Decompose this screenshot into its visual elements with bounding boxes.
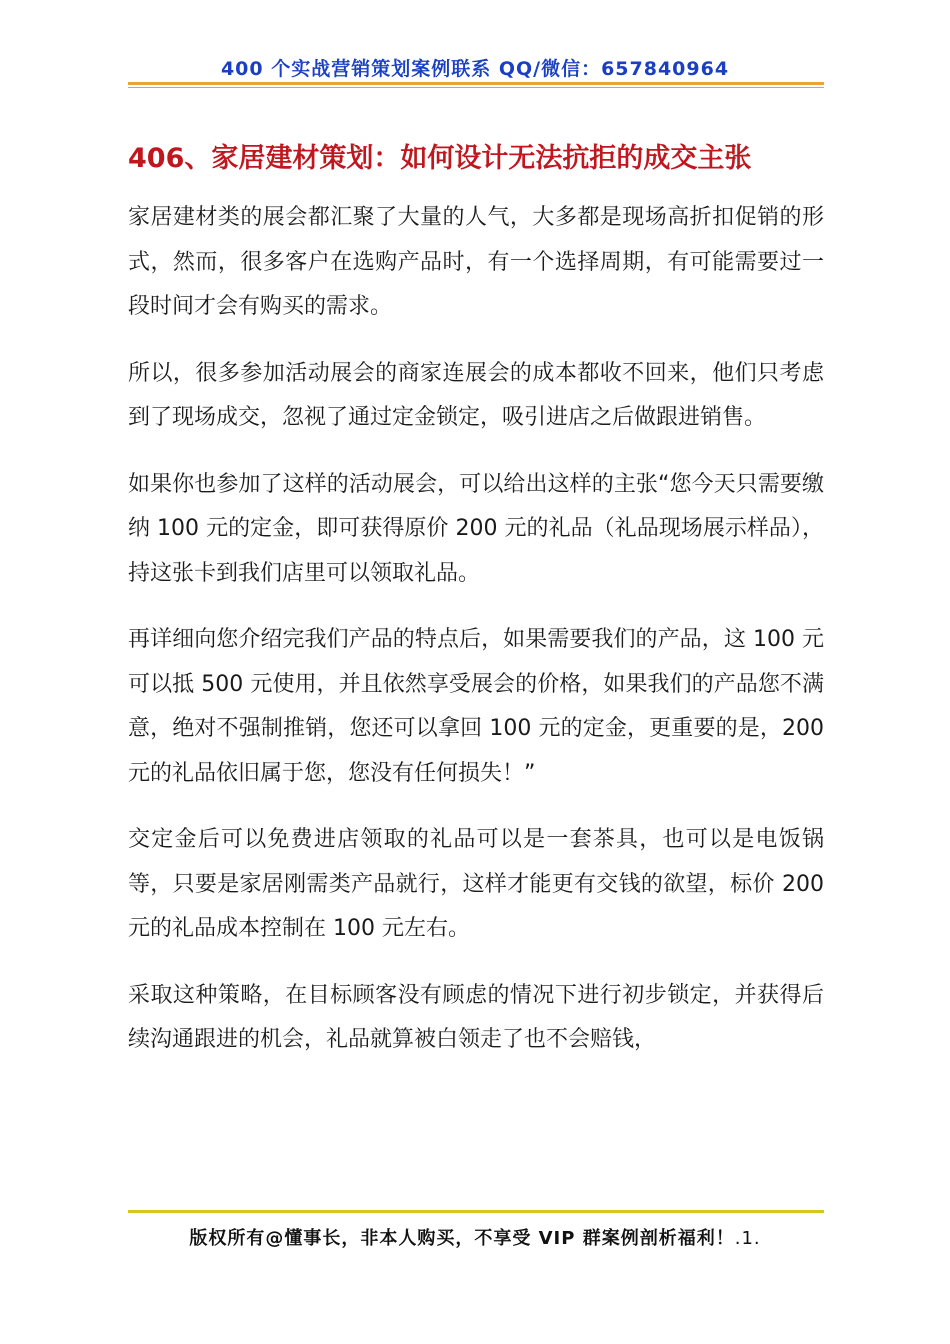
footer-divider — [128, 1210, 824, 1213]
paragraph-4: 再详细向您介绍完我们产品的特点后，如果需要我们的产品，这 100 元可以抵 500 元使用，并且依然享受展会的价格，如果我们的产品您不满意，绝对不强制推销，您还可以拿回 100 元的定金，更重要的是，200 元的礼品依旧属于您，您没有任何损失！” — [128, 627, 824, 786]
paragraph-6: 采取这种策略，在目标顾客没有顾虑的情况下进行初步锁定，并获得后续沟通跟进的机会，礼品就算被白领走了也不会赔钱， — [128, 982, 824, 1052]
header-contact-text: 400 个实战营销策划案例联系 QQ/微信：657840964 — [220, 58, 730, 80]
header-divider — [128, 82, 824, 85]
page-number: .1. — [734, 1228, 761, 1249]
paragraph-1: 家居建材类的展会都汇聚了大量的人气，大多都是现场高折扣促销的形式，然而，很多客户在选购产品时，有一个选择周期，有可能需要过一段时间才会有购买的需求。 — [128, 205, 824, 319]
paragraph-3: 如果你也参加了这样的活动展会，可以给出这样的主张“您今天只需要缴纳 100 元的定金，即可获得原价 200 元的礼品（礼品现场展示样品），持这张卡到我们店里可以领取礼品。 — [128, 471, 824, 586]
header-divider-thin — [128, 87, 824, 88]
document-body — [128, 196, 824, 1085]
footer — [0, 1224, 950, 1250]
paragraph-2: 所以，很多参加活动展会的商家连展会的成本都收不回来，他们只考虑到了现场成交，忽视了通过定金锁定，吸引进店之后做跟进销售。 — [128, 360, 824, 430]
document-title: 406、家居建材策划：如何设计无法抗拒的成交主张 — [128, 143, 752, 174]
paragraph-5: 交定金后可以免费进店领取的礼品可以是一套茶具，也可以是电饭锅等，只要是家居刚需类产品就行，这样才能更有交钱的欲望，标价 200 元的礼品成本控制在 100 元左右。 — [128, 827, 824, 941]
footer-copyright-text: 版权所有@懂事长，非本人购买，不享受 VIP 群案例剖析福利！ — [189, 1228, 735, 1249]
